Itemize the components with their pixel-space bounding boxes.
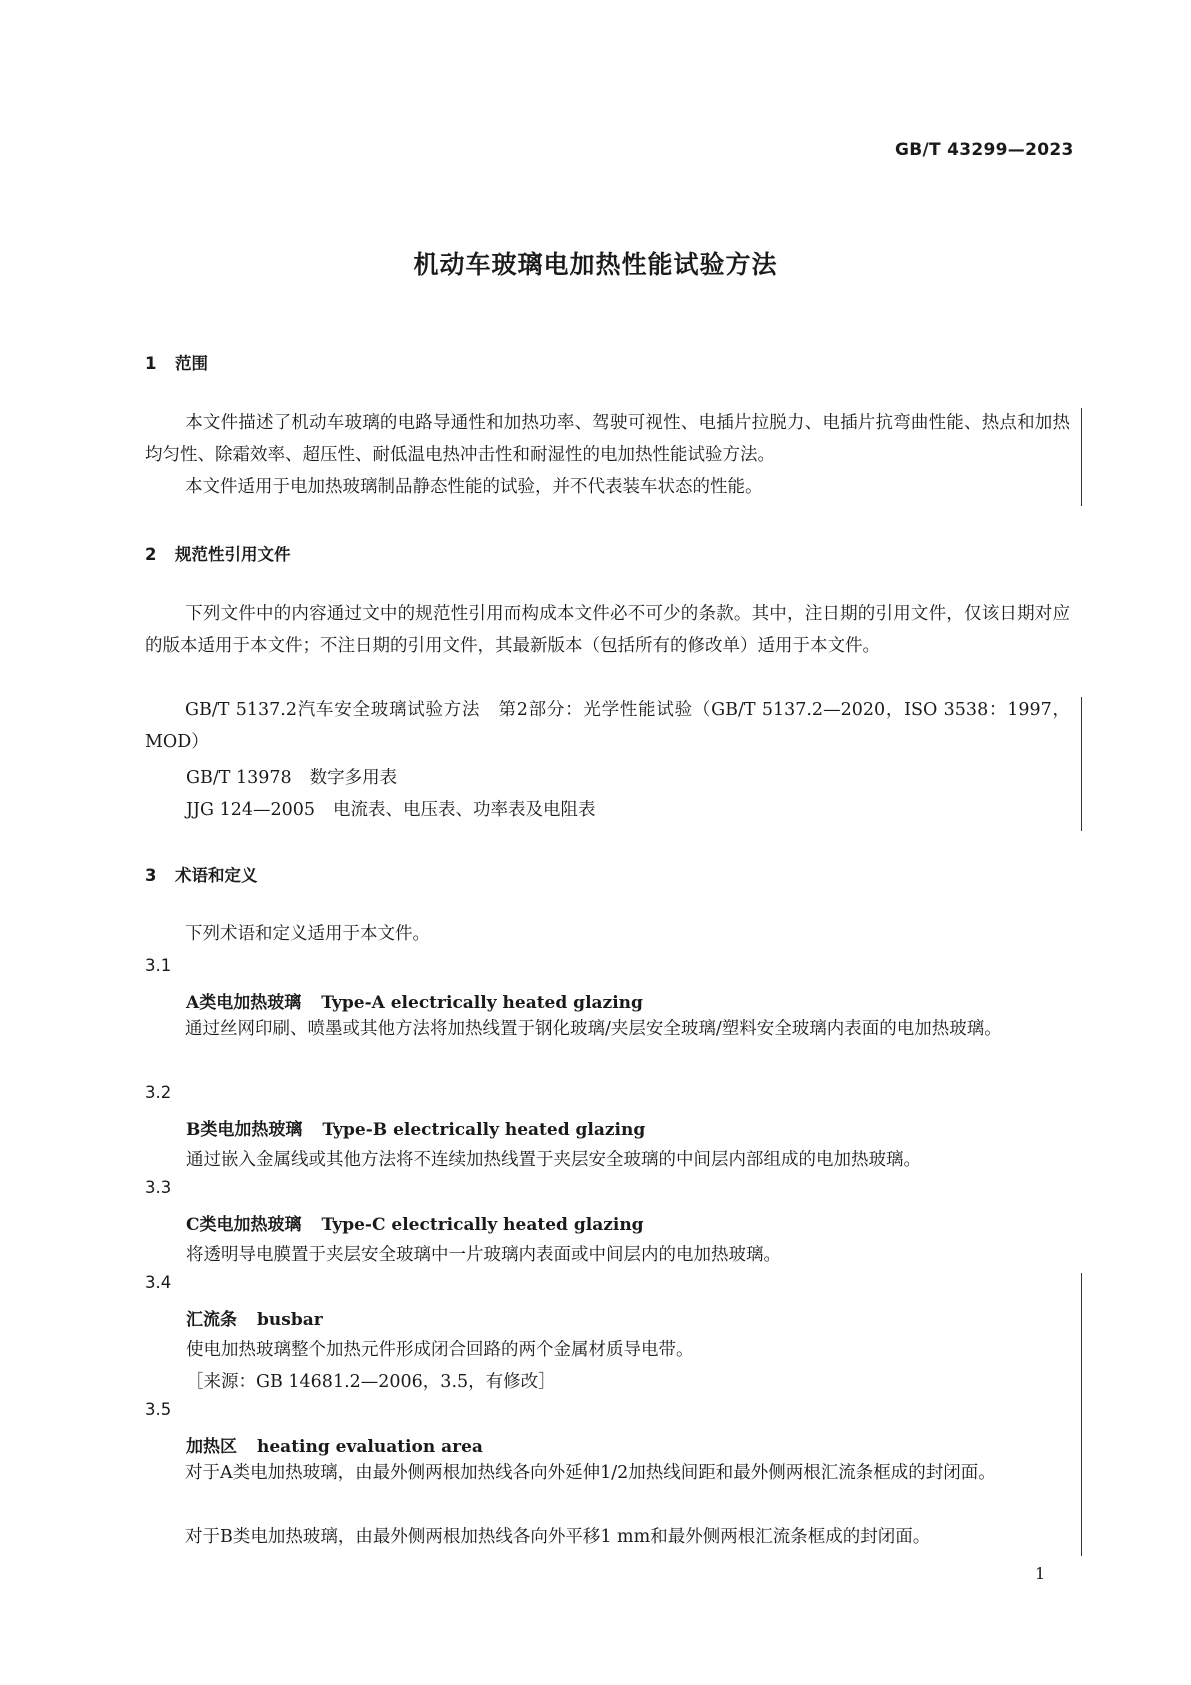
paragraph <box>145 598 1070 662</box>
term-number: 3.4 <box>145 1273 172 1292</box>
paragraph <box>145 471 1070 503</box>
section-title: 范围 <box>175 354 208 373</box>
definition-text: 对于B类电加热玻璃，由最外侧两根加热线各向外平移1 mm和最外侧两根汇流条框成的封闭面。 <box>185 1527 931 1547</box>
term-en: Type-B electrically heated glazing <box>322 1120 646 1140</box>
definition-text: 通过丝网印刷、喷墨或其他方法将加热线置于钢化玻璃/夹层安全玻璃/塑料安全玻璃内表面的电加热玻璃。 <box>185 1019 1002 1039</box>
paragraph-text: 本文件描述了机动车玻璃的电路导通性和加热功率、驾驶可视性、电插片拉脱力、电插片抗弯曲性能、热点和加热均匀性、除霜效率、超压性、耐低温电热冲击性和耐湿性的电加热性能试验方法。 <box>145 413 1070 465</box>
reference-code: JJG 124—2005 <box>186 800 316 820</box>
term-entry <box>186 1210 644 1235</box>
reference-item <box>186 764 397 789</box>
paragraph-text: 下列术语和定义适用于本文件。 <box>185 924 430 944</box>
term-cn: 汇流条 <box>186 1310 237 1330</box>
section-title: 术语和定义 <box>175 866 258 885</box>
paragraph <box>145 918 1070 950</box>
section-title: 规范性引用文件 <box>175 545 291 564</box>
paragraph-text: 本文件适用于电加热玻璃制品静态性能的试验，并不代表装车状态的性能。 <box>185 477 763 497</box>
revision-bar <box>1081 697 1082 831</box>
section-number: 2 <box>145 545 157 564</box>
section-heading <box>145 541 291 565</box>
page-title: 机动车玻璃电加热性能试验方法 <box>413 250 778 279</box>
reference-code: GB/T 13978 <box>186 768 292 788</box>
term-cn: 加热区 <box>186 1437 237 1457</box>
term-definition <box>145 1013 1070 1045</box>
term-en: busbar <box>257 1310 323 1330</box>
term-number: 3.5 <box>145 1400 172 1419</box>
term-definition: 使电加热玻璃整个加热元件形成闭合回路的两个金属材质导电带。 <box>186 1340 694 1360</box>
term-number: 3.1 <box>145 956 172 975</box>
reference-title: 汽车安全玻璃试验方法 第2部分：光学性能试验（GB/T 5137.2—2020，ISO 3538：1997，MOD） <box>145 700 1070 752</box>
definition-text: 对于A类电加热玻璃，由最外侧两根加热线各向外延伸1/2加热线间距和最外侧两根汇流条框成的封闭面。 <box>185 1463 996 1483</box>
term-entry <box>186 1305 323 1330</box>
paragraph-text: 下列文件中的内容通过文中的规范性引用而构成本文件必不可少的条款。其中，注日期的引用文件，仅该日期对应的版本适用于本文件；不注日期的引用文件，其最新版本（包括所有的修改单）适用于本文件。 <box>145 604 1070 656</box>
section-number: 3 <box>145 866 157 885</box>
term-definition: 通过嵌入金属线或其他方法将不连续加热线置于夹层安全玻璃的中间层内部组成的电加热玻璃。 <box>186 1150 921 1170</box>
section-heading <box>145 350 208 374</box>
term-en: Type-C electrically heated glazing <box>321 1215 644 1235</box>
reference-code: GB/T 5137.2 <box>185 700 297 720</box>
term-source: ［来源：GB 14681.2—2006，3.5，有修改］ <box>186 1372 556 1392</box>
revision-bar <box>1081 408 1082 506</box>
term-entry <box>186 1432 483 1457</box>
term-cn: C类电加热玻璃 <box>186 1215 302 1235</box>
term-en: Type-A electrically heated glazing <box>321 993 643 1013</box>
term-number: 3.2 <box>145 1083 172 1102</box>
term-definition: 将透明导电膜置于夹层安全玻璃中一片玻璃内表面或中间层内的电加热玻璃。 <box>186 1245 781 1265</box>
revision-bar <box>1081 1273 1082 1556</box>
term-en: heating evaluation area <box>257 1437 483 1457</box>
reference-item <box>186 796 596 821</box>
document-number: GB/T 43299—2023 <box>895 140 1074 160</box>
paragraph <box>145 407 1070 471</box>
term-entry <box>186 988 643 1013</box>
term-entry <box>186 1115 645 1140</box>
term-cn: A类电加热玻璃 <box>186 993 302 1013</box>
term-cn: B类电加热玻璃 <box>186 1120 303 1140</box>
reference-title: 电流表、电压表、功率表及电阻表 <box>333 800 596 820</box>
term-number: 3.3 <box>145 1178 172 1197</box>
section-heading <box>145 862 258 886</box>
page-number: 1 <box>1035 1564 1046 1583</box>
section-number: 1 <box>145 354 157 373</box>
reference-item <box>145 694 1070 758</box>
reference-title: 数字多用表 <box>309 768 398 788</box>
term-definition <box>145 1521 1045 1553</box>
term-definition <box>145 1457 1070 1489</box>
